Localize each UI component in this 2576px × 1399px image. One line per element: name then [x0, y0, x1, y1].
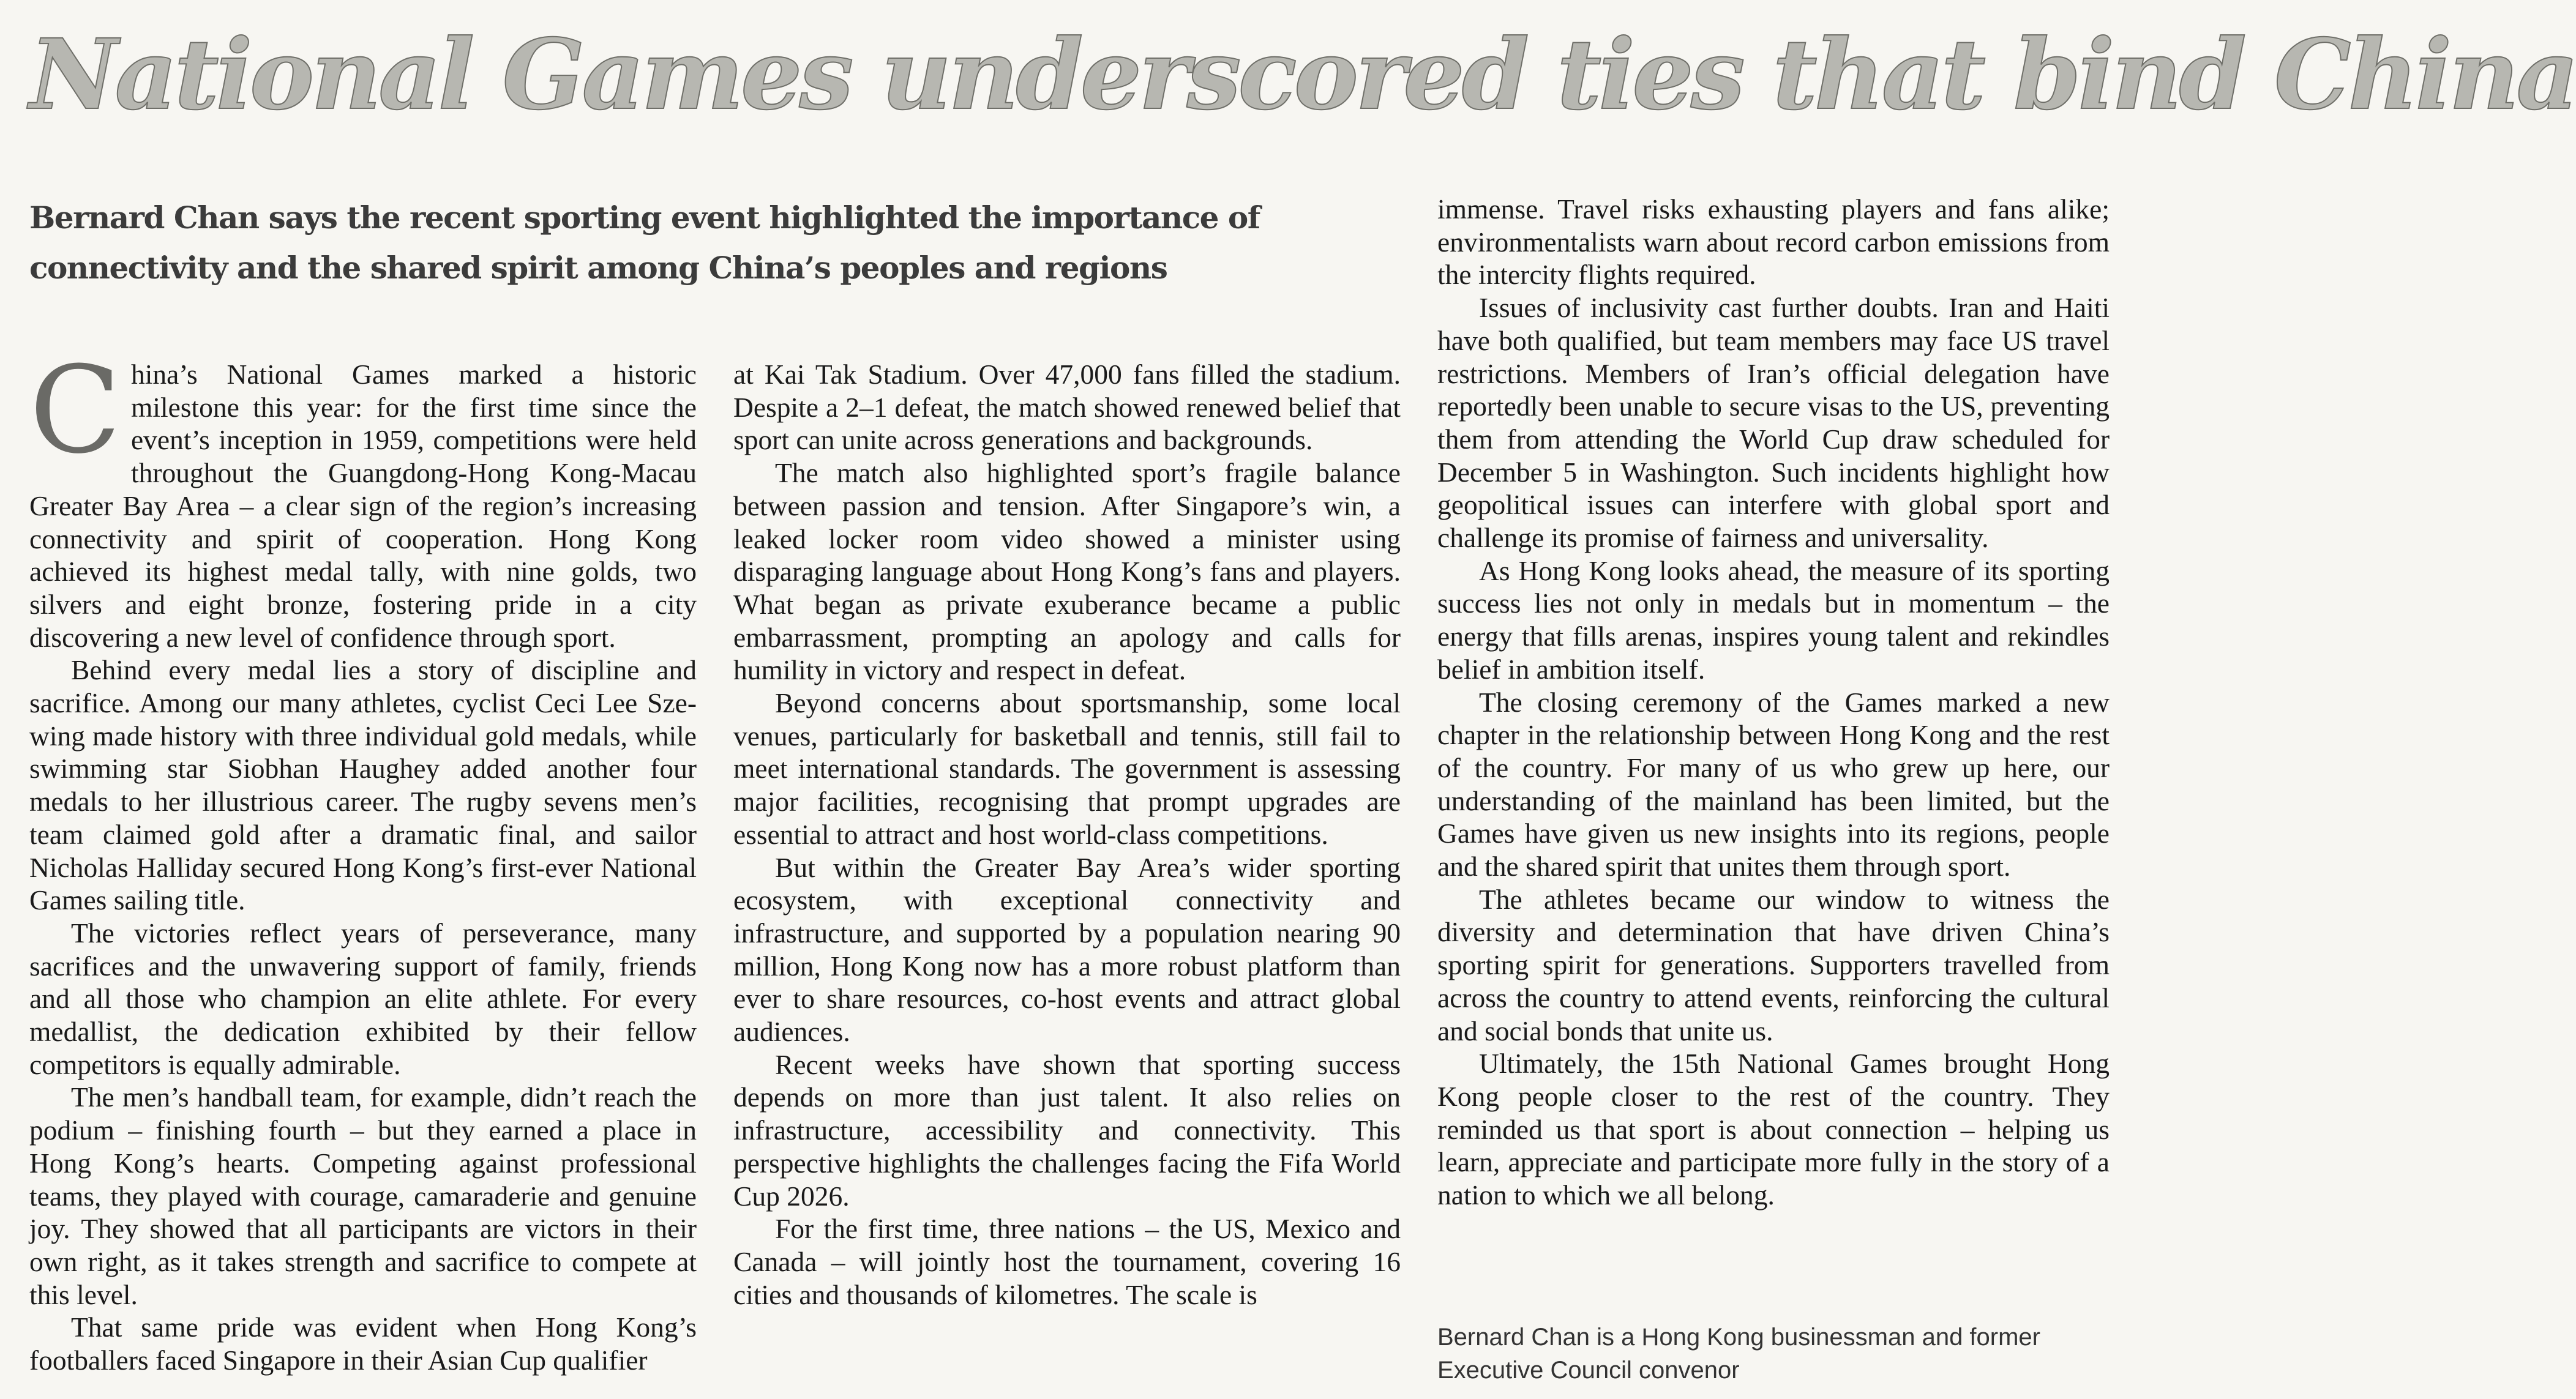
paragraph-text: hina’s National Games marked a historic milestone this year: for the first time since the event’s inception in 1959, competitions were held throughout the Guangdong-Hong Kong-Macau Greater Bay Area – a clear sign of the region’s increasing connectivity and spirit of cooperation. Hong Kong achieved its highest medal tally, with nine golds, two silvers and eight bronze, fostering pride in a city discovering a new level of confidence through sport.: [29, 359, 697, 653]
paragraph: That same pride was evident when Hong Kong’s footballers faced Singapore in their Asian Cup qualifier: [29, 1311, 697, 1376]
deck-subheadline: Bernard Chan says the recent sporting event highlighted the importance of connectivity and the shared spirit among China’s peoples and regions: [29, 200, 1260, 286]
paragraph: [29, 341, 697, 654]
paragraph: Issues of inclusivity cast further doubts. Iran and Haiti have both qualified, but team members may face US travel restrictions. Members of Iran’s official delegation have reportedly been unable to secure visas to the US, preventing them from attending the World Cup draw scheduled for December 5 in Washington. Such incidents highlight how geopolitical issues can interfere with global sport and challenge its promise of fairness and universality.: [1437, 292, 2110, 554]
paragraph: The men’s handball team, for example, didn’t reach the podium – finishing fourth – but they earned a place in Hong Kong’s hearts. Competing against professional teams, they played with courage, camaraderie and genuine joy. They showed that all participants are victors in their own right, as it takes strength and sacrifice to compete at this level.: [29, 1081, 697, 1310]
paragraph: Beyond concerns about sportsmanship, some local venues, particularly for basketball and tennis, still fail to meet international standards. The government is assessing major facilities, recognising that prompt upgrades are essential to attract and host world-class competitions.: [733, 687, 1401, 850]
article-column-2: [733, 358, 1401, 1311]
paragraph: The closing ceremony of the Games marked a new chapter in the relationship between Hong Kong and the rest of the country. For many of us who grew up here, our understanding of the mainland has been limited, but the Games have given us new insights into its regions, people and the shared spirit that unites them through sport.: [1437, 686, 2110, 882]
paragraph: As Hong Kong looks ahead, the measure of its sporting success lies not only in medals but in momentum – the energy that fills arenas, inspires young talent and rekindles belief in ambition itself.: [1437, 554, 2110, 685]
author-byline: Bernard Chan is a Hong Kong businessman and former Executive Council convenor: [1437, 1324, 2040, 1384]
drop-cap: C: [29, 341, 121, 480]
paragraph: at Kai Tak Stadium. Over 47,000 fans filled the stadium. Despite a 2–1 defeat, the match showed renewed belief that sport can unite across generations and backgrounds.: [733, 359, 1401, 456]
paragraph: Ultimately, the 15th National Games brought Hong Kong people closer to the rest of the country. They reminded us that sport is about connection – helping us learn, appreciate and participate more fully in the story of a nation to which we all belong.: [1437, 1048, 2110, 1211]
paragraph: The match also highlighted sport’s fragile balance between passion and tension. After Singapore’s win, a leaked locker room video showed a minister using disparaging language about Hong Kong’s fans and players. What began as private exuberance became a public embarrassment, prompting an apology and calls for humility in victory and respect in defeat.: [733, 457, 1401, 686]
headline: National Games underscored ties that bind China: [29, 18, 2576, 132]
paragraph: But within the Greater Bay Area’s wider sporting ecosystem, with exceptional connectivity and infrastructure, and supported by a population nearing 90 million, Hong Kong now has a more robust platform than ever to share resources, co-host events and attract global audiences.: [733, 851, 1401, 1048]
paragraph: immense. Travel risks exhausting players and fans alike; environmentalists warn about record carbon emissions from the intercity flights required.: [1437, 193, 2110, 291]
paragraph: Behind every medal lies a story of discipline and sacrifice. Among our many athletes, cyclist Ceci Lee Sze-wing made history with three individual gold medals, while swimming star Siobhan Haughey added another four medals to her illustrious career. The rugby sevens men’s team claimed gold after a dramatic final, and sailor Nicholas Halliday secured Hong Kong’s first-ever National Games sailing title.: [29, 654, 697, 916]
paragraph: Recent weeks have shown that sporting success depends on more than just talent. It also relies on infrastructure, accessibility and connectivity. This perspective highlights the challenges facing the Fifa World Cup 2026.: [733, 1048, 1401, 1212]
paragraph: The victories reflect years of perseverance, many sacrifices and the unwavering support of family, friends and all those who champion an elite athlete. For every medallist, the dedication exhibited by their fellow competitors is equally admirable.: [29, 917, 697, 1080]
article-column-1: [29, 341, 697, 1377]
paragraph: The athletes became our window to witness the diversity and determination that have driven China’s sporting spirit for generations. Supporters travelled from across the country to attend events, reinforcing the cultural and social bonds that unite us.: [1437, 883, 2110, 1046]
article-column-3: [1437, 193, 2110, 1212]
paragraph: For the first time, three nations – the US, Mexico and Canada – will jointly host the tournament, covering 16 cities and thousands of kilometres. The scale is: [733, 1213, 1401, 1310]
